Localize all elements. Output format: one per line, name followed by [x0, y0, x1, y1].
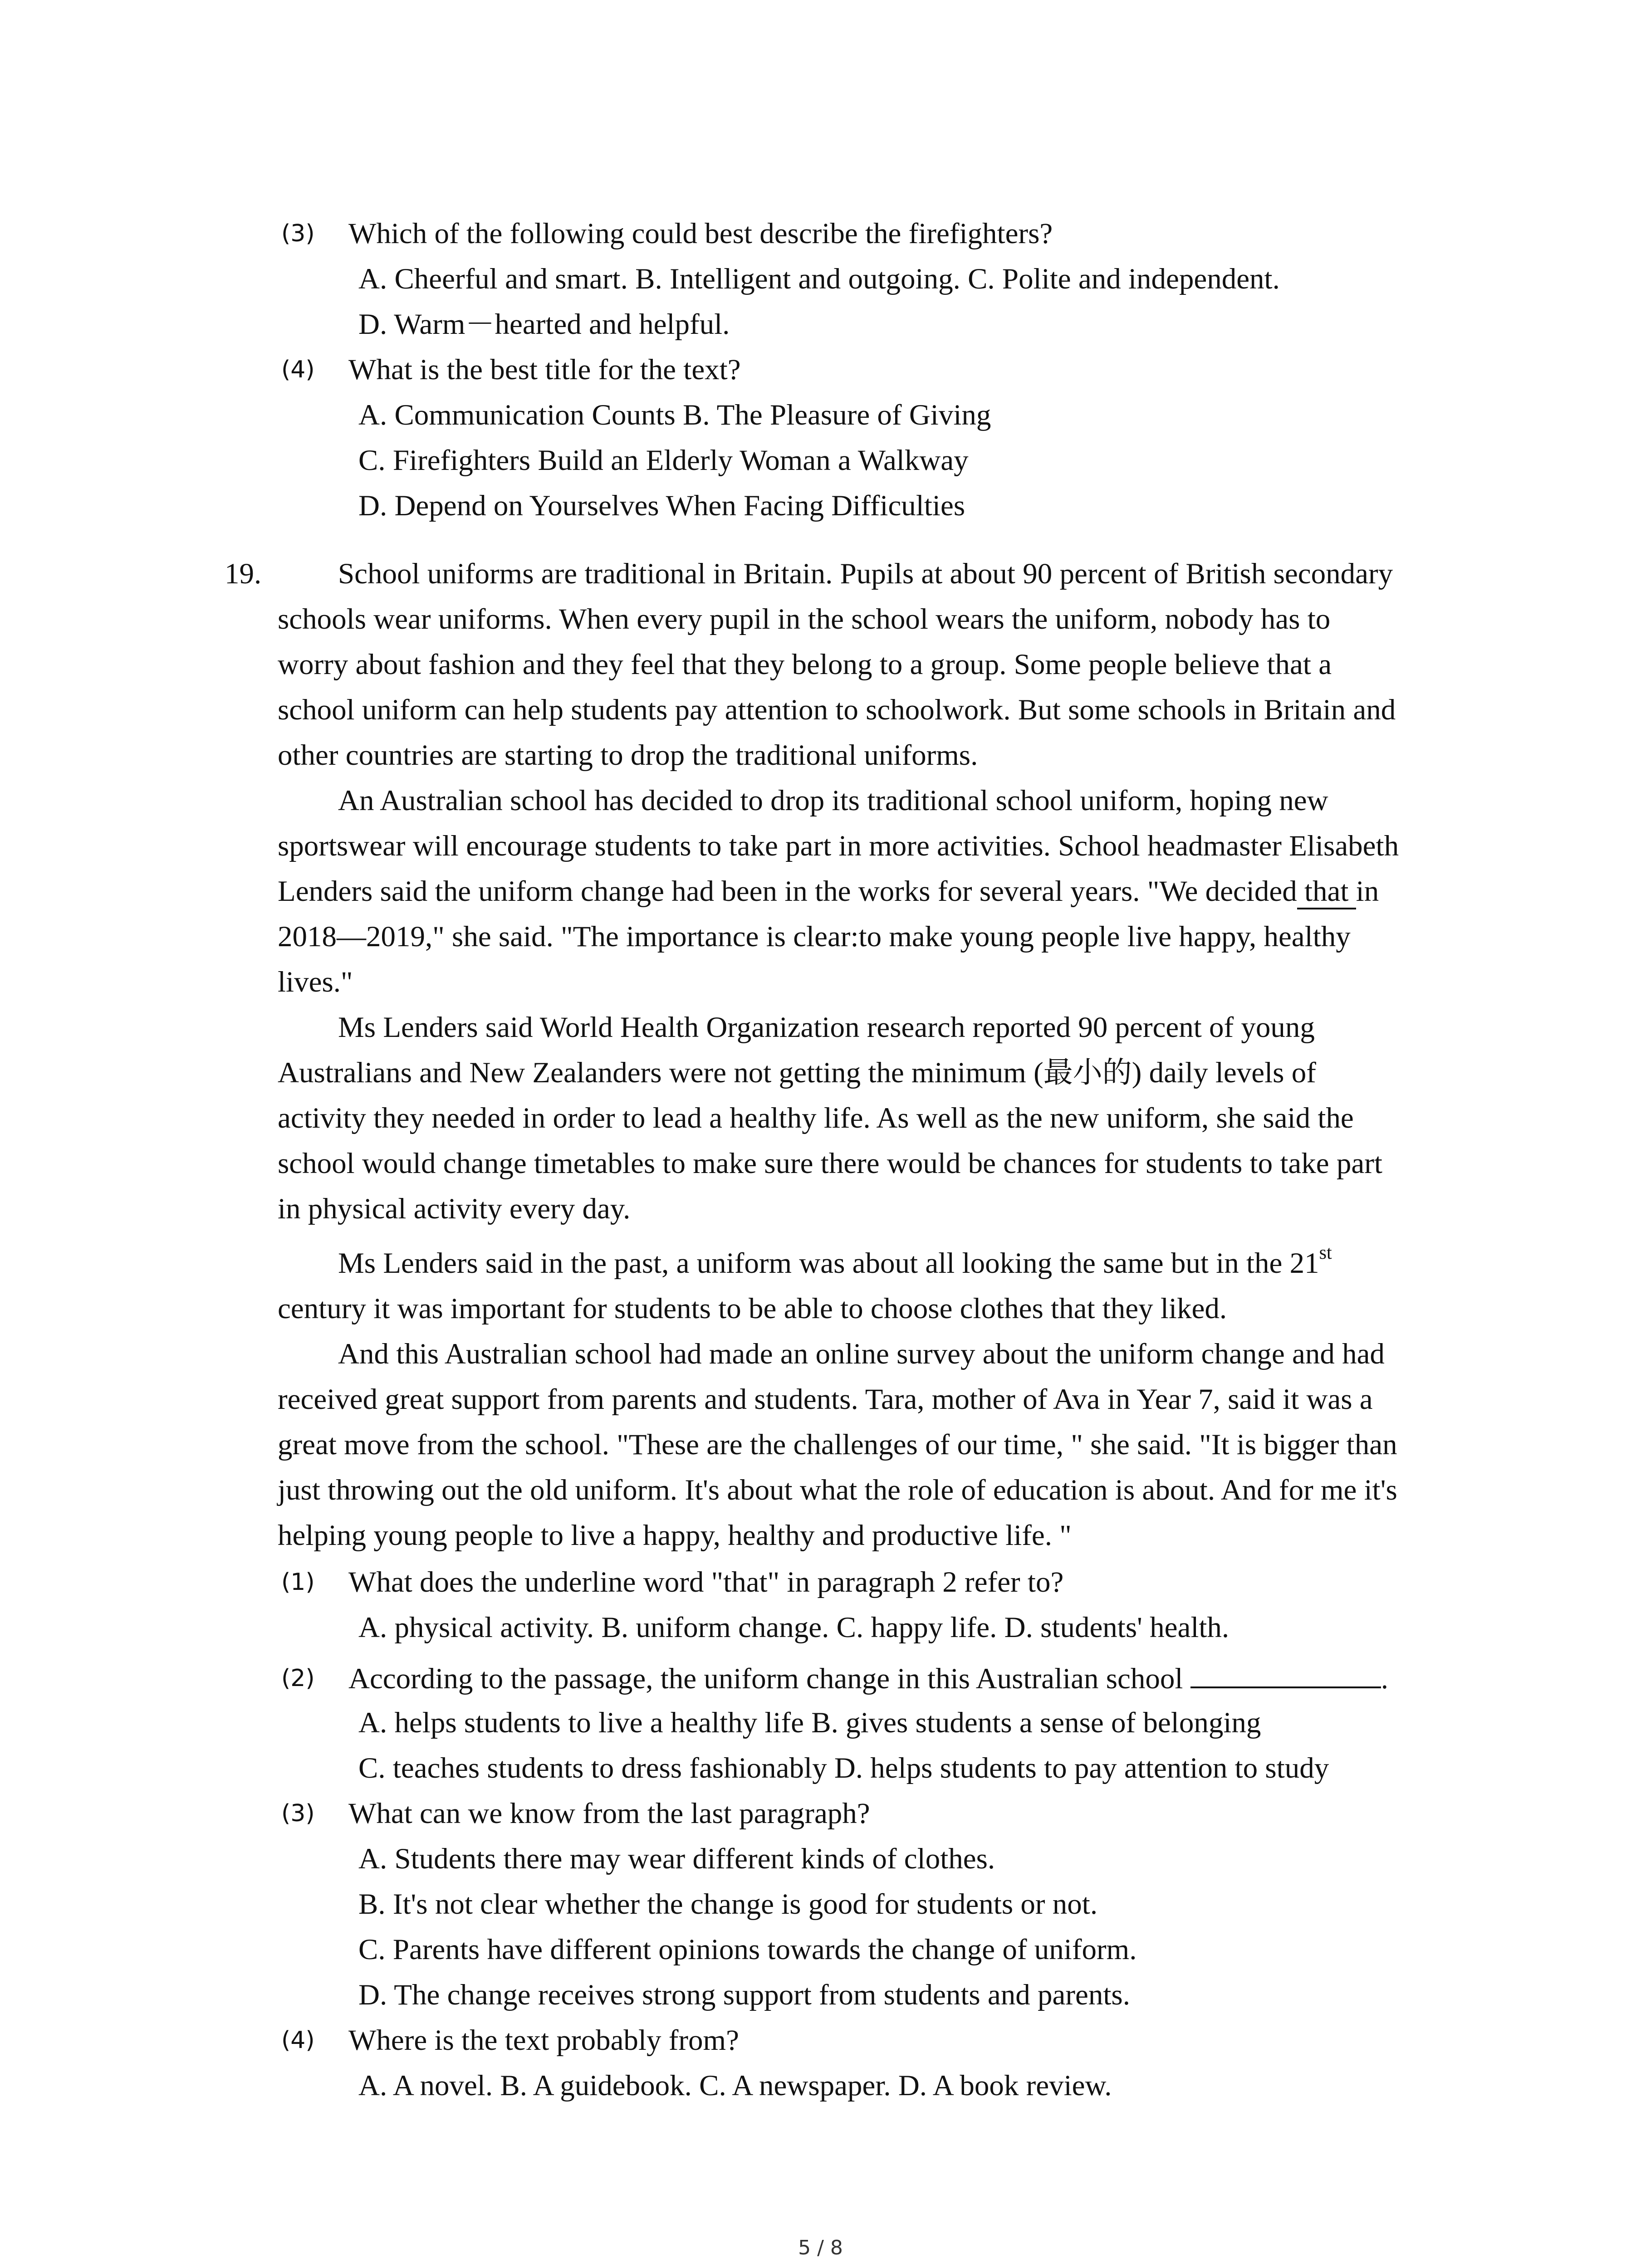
question-number: (2) [281, 1665, 315, 1692]
paragraph-line: School uniforms are traditional in Britain. Pupils at about 90 percent of British secondary [338, 557, 1393, 590]
option-a: A. Students there may wear different kinds of clothes. [358, 1843, 995, 1875]
question-options: C. teaches students to dress fashionably D. helps students to pay attention to study [358, 1752, 1329, 1784]
paragraph-line: 2018—2019," she said. "The importance is clear:to make young people live happy, healthy [278, 920, 1351, 953]
option-d: D. The change receives strong support from students and parents. [358, 1979, 1130, 2011]
question-options: A. Communication Counts B. The Pleasure of Giving [358, 399, 991, 431]
paragraph-line: great move from the school. "These are the challenges of our time, " she said. "It is bigger than [278, 1428, 1397, 1461]
question-number: (4) [281, 356, 315, 383]
paragraph-line: just throwing out the old uniform. It's about what the role of education is about. And for me it's [278, 1474, 1397, 1506]
paragraph-line [338, 1242, 1332, 1281]
question-number: (4) [281, 2027, 315, 2054]
paragraph-line: worry about fashion and they feel that they belong to a group. Some people believe that a [278, 648, 1332, 681]
paragraph-line: lives." [278, 966, 353, 998]
paragraph-line: Ms Lenders said World Health Organization research reported 90 percent of young [338, 1011, 1315, 1044]
paragraph-line: An Australian school has decided to drop its traditional school uniform, hoping new [338, 784, 1328, 817]
question-options: C. Firefighters Build an Elderly Woman a Walkway [358, 444, 969, 477]
paragraph-line: century it was important for students to be able to choose clothes that they liked. [278, 1292, 1227, 1325]
paragraph-line: school would change timetables to make sure there would be chances for students to take part [278, 1147, 1382, 1180]
paragraph-line [278, 873, 1379, 909]
option-c: C. Parents have different opinions towards the change of uniform. [358, 1933, 1137, 1966]
question-number: (3) [281, 220, 315, 247]
paragraph-line: schools wear uniforms. When every pupil in the school wears the uniform, nobody has to [278, 603, 1331, 635]
paragraph-text: in [1356, 875, 1379, 908]
paragraph-line: Australians and New Zealanders were not getting the minimum (最小的) daily levels of [278, 1056, 1316, 1089]
paragraph-line: sportswear will encourage students to take part in more activities. School headmaster Elisabeth [278, 830, 1399, 862]
question-options: A. Cheerful and smart. B. Intelligent and outgoing. C. Polite and independent. [358, 263, 1280, 295]
question-stem: What does the underline word "that" in paragraph 2 refer to? [348, 1566, 1064, 1598]
paragraph-line: activity they needed in order to lead a healthy life. As well as the new uniform, she said the [278, 1102, 1354, 1134]
page-number: 5 / 8 [798, 2236, 843, 2259]
question-stem [348, 1660, 1388, 1697]
underlined-word: that [1297, 875, 1356, 909]
question-options: A. helps students to live a healthy life B. gives students a sense of belonging [358, 1706, 1261, 1739]
question-options: D. Warm－hearted and helpful. [358, 308, 730, 341]
question-options: A. A novel. B. A guidebook. C. A newspaper. D. A book review. [358, 2069, 1112, 2102]
question-stem: Which of the following could best describe the firefighters? [348, 217, 1053, 250]
paragraph-line: other countries are starting to drop the traditional uniforms. [278, 739, 978, 772]
paragraph-text: Ms Lenders said in the past, a uniform was about all looking the same but in the 21 [338, 1247, 1319, 1280]
question-number: (3) [281, 1800, 315, 1827]
question-number: (1) [281, 1569, 315, 1596]
question-stem: What can we know from the last paragraph? [348, 1797, 870, 1830]
question-stem-end: . [1381, 1662, 1388, 1695]
paragraph-line: received great support from parents and students. Tara, mother of Ava in Year 7, said it was a [278, 1383, 1373, 1416]
paragraph-line: helping young people to live a happy, healthy and productive life. " [278, 1519, 1072, 1552]
answer-blank[interactable] [1190, 1660, 1381, 1688]
superscript: st [1319, 1242, 1332, 1264]
paragraph-line: school uniform can help students pay attention to schoolwork. But some schools in Britain and [278, 694, 1396, 726]
passage-number: 19. [225, 557, 262, 590]
question-stem: What is the best title for the text? [348, 353, 741, 386]
question-stem: Where is the text probably from? [348, 2024, 739, 2057]
option-b: B. It's not clear whether the change is good for students or not. [358, 1888, 1098, 1921]
question-stem-text: According to the passage, the uniform change in this Australian school [348, 1662, 1183, 1695]
paragraph-line: And this Australian school had made an online survey about the uniform change and had [338, 1338, 1385, 1370]
paragraph-text: Lenders said the uniform change had been in the works for several years. "We decided [278, 875, 1297, 908]
question-options: A. physical activity. B. uniform change. C. happy life. D. students' health. [358, 1611, 1230, 1644]
paragraph-line: in physical activity every day. [278, 1193, 631, 1225]
question-options: D. Depend on Yourselves When Facing Difficulties [358, 489, 965, 522]
